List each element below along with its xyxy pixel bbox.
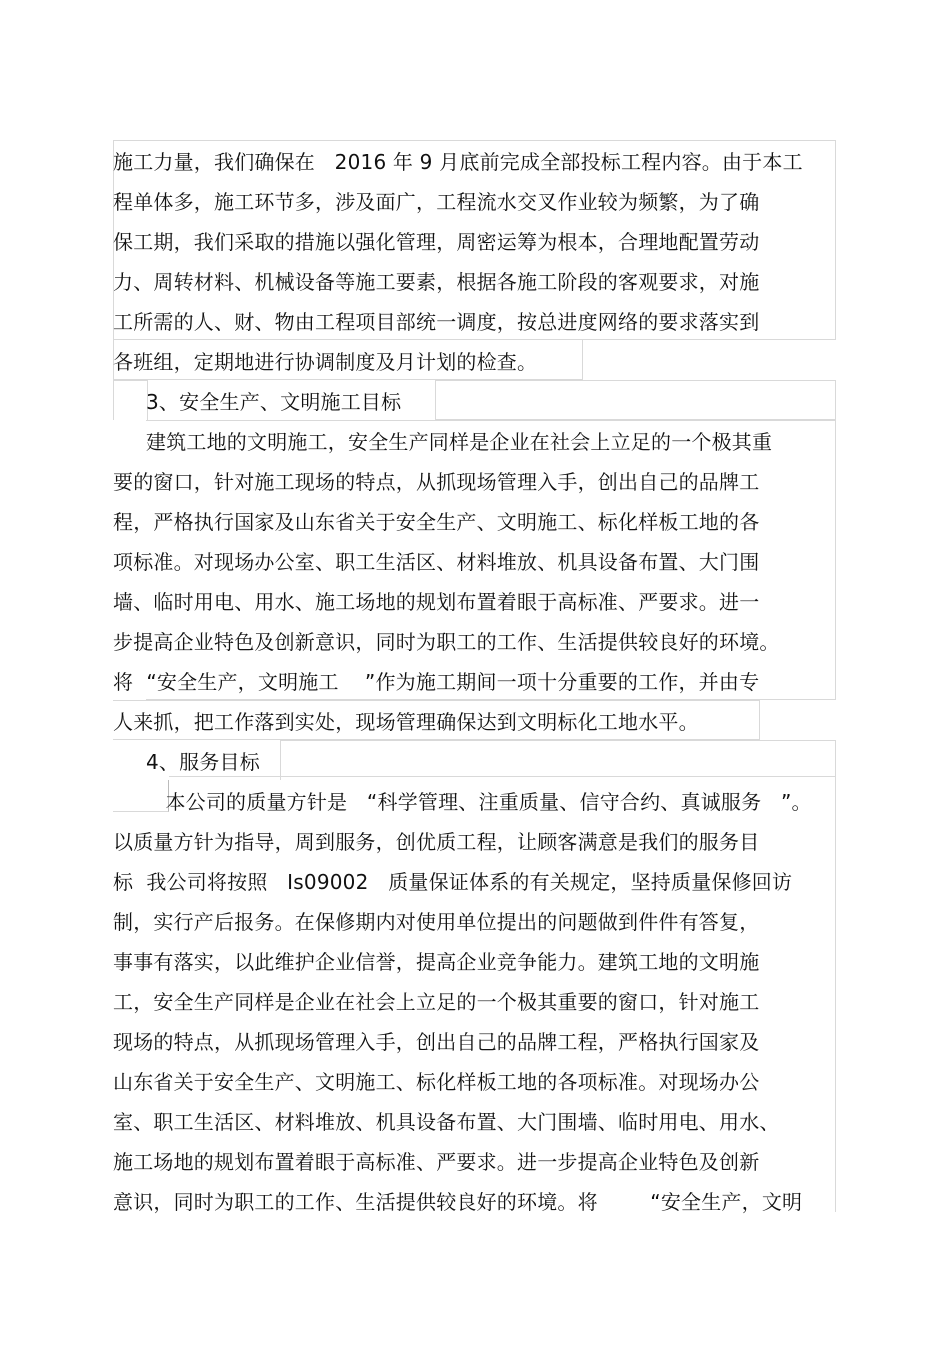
paragraph-line: 建筑工地的文明施工，安全生产同样是企业在社会上立足的一个极其重 — [146, 430, 773, 454]
section-heading: 3、安全生产、文明施工目标 — [146, 390, 402, 414]
paragraph-line: 意识，同时为职工的工作、生活提供较良好的环境。将 “安全生产，文明 — [113, 1190, 803, 1214]
paragraph-line: 施工力量，我们确保在 2016 年 9 月底前完成全部投标工程内容。由于本工 — [113, 150, 803, 174]
paragraph-line: 各班组，定期地进行协调制度及月计划的检查。 — [113, 350, 538, 374]
paragraph-line: 以质量方针为指导，周到服务，创优质工程，让顾客满意是我们的服务目 — [113, 830, 760, 854]
paragraph-line: 工所需的人、财、物由工程项目部统一调度，按总进度网络的要求落实到 — [113, 310, 760, 334]
table-cell-border — [113, 380, 148, 420]
paragraph-line: 程单体多，施工环节多，涉及面广，工程流水交叉作业较为频繁，为了确 — [113, 190, 760, 214]
paragraph-line: 山东省关于安全生产、文明施工、标化样板工地的各项标准。对现场办公 — [113, 1070, 760, 1094]
paragraph-line: 要的窗口，针对施工现场的特点，从抓现场管理入手，创出自己的品牌工 — [113, 470, 760, 494]
section-heading: 4、服务目标 — [146, 750, 260, 774]
paragraph-line: 步提高企业特色及创新意识，同时为职工的工作、生活提供较良好的环境。 — [113, 630, 780, 654]
paragraph-line: 人来抓，把工作落到实处，现场管理确保达到文明标化工地水平。 — [113, 710, 699, 734]
table-cell-border — [435, 380, 836, 420]
paragraph-line: 制，实行产后报务。在保修期内对使用单位提出的问题做到件件有答复， — [113, 910, 760, 934]
paragraph-line: 室、职工生活区、材料堆放、机具设备布置、大门围墙、临时用电、用水、 — [113, 1110, 780, 1134]
paragraph-line: 现场的特点，从抓现场管理入手，创出自己的品牌工程，严格执行国家及 — [113, 1030, 760, 1054]
paragraph-line: 事事有落实，以此维护企业信誉，提高企业竞争能力。建筑工地的文明施 — [113, 950, 760, 974]
paragraph-line: 程，严格执行国家及山东省关于安全生产、文明施工、标化样板工地的各 — [113, 510, 760, 534]
paragraph-line: 将 “安全生产，文明施工 ”作为施工期间一项十分重要的工作，并由专 — [113, 670, 760, 694]
paragraph-line: 施工场地的规划布置着眼于高标准、严要求。进一步提高企业特色及创新 — [113, 1150, 760, 1174]
paragraph-line: 力、周转材料、机械设备等施工要素，根据各施工阶段的客观要求，对施 — [113, 270, 760, 294]
paragraph-line: 墙、临时用电、用水、施工场地的规划布置着眼于高标准、严要求。进一 — [113, 590, 760, 614]
table-cell-border — [280, 740, 836, 780]
paragraph-line: 保工期，我们采取的措施以强化管理，周密运筹为根本，合理地配置劳动 — [113, 230, 760, 254]
paragraph-line: 本公司的质量方针是 “科学管理、注重质量、信守合约、真诚服务 ”。 — [113, 790, 812, 814]
paragraph-line: 标 我公司将按照 Is09002 质量保证体系的有关规定，坚持质量保修回访 — [113, 870, 793, 894]
paragraph-line: 工，安全生产同样是企业在社会上立足的一个极其重要的窗口，针对施工 — [113, 990, 760, 1014]
paragraph-line: 项标准。对现场办公室、职工生活区、材料堆放、机具设备布置、大门围 — [113, 550, 760, 574]
